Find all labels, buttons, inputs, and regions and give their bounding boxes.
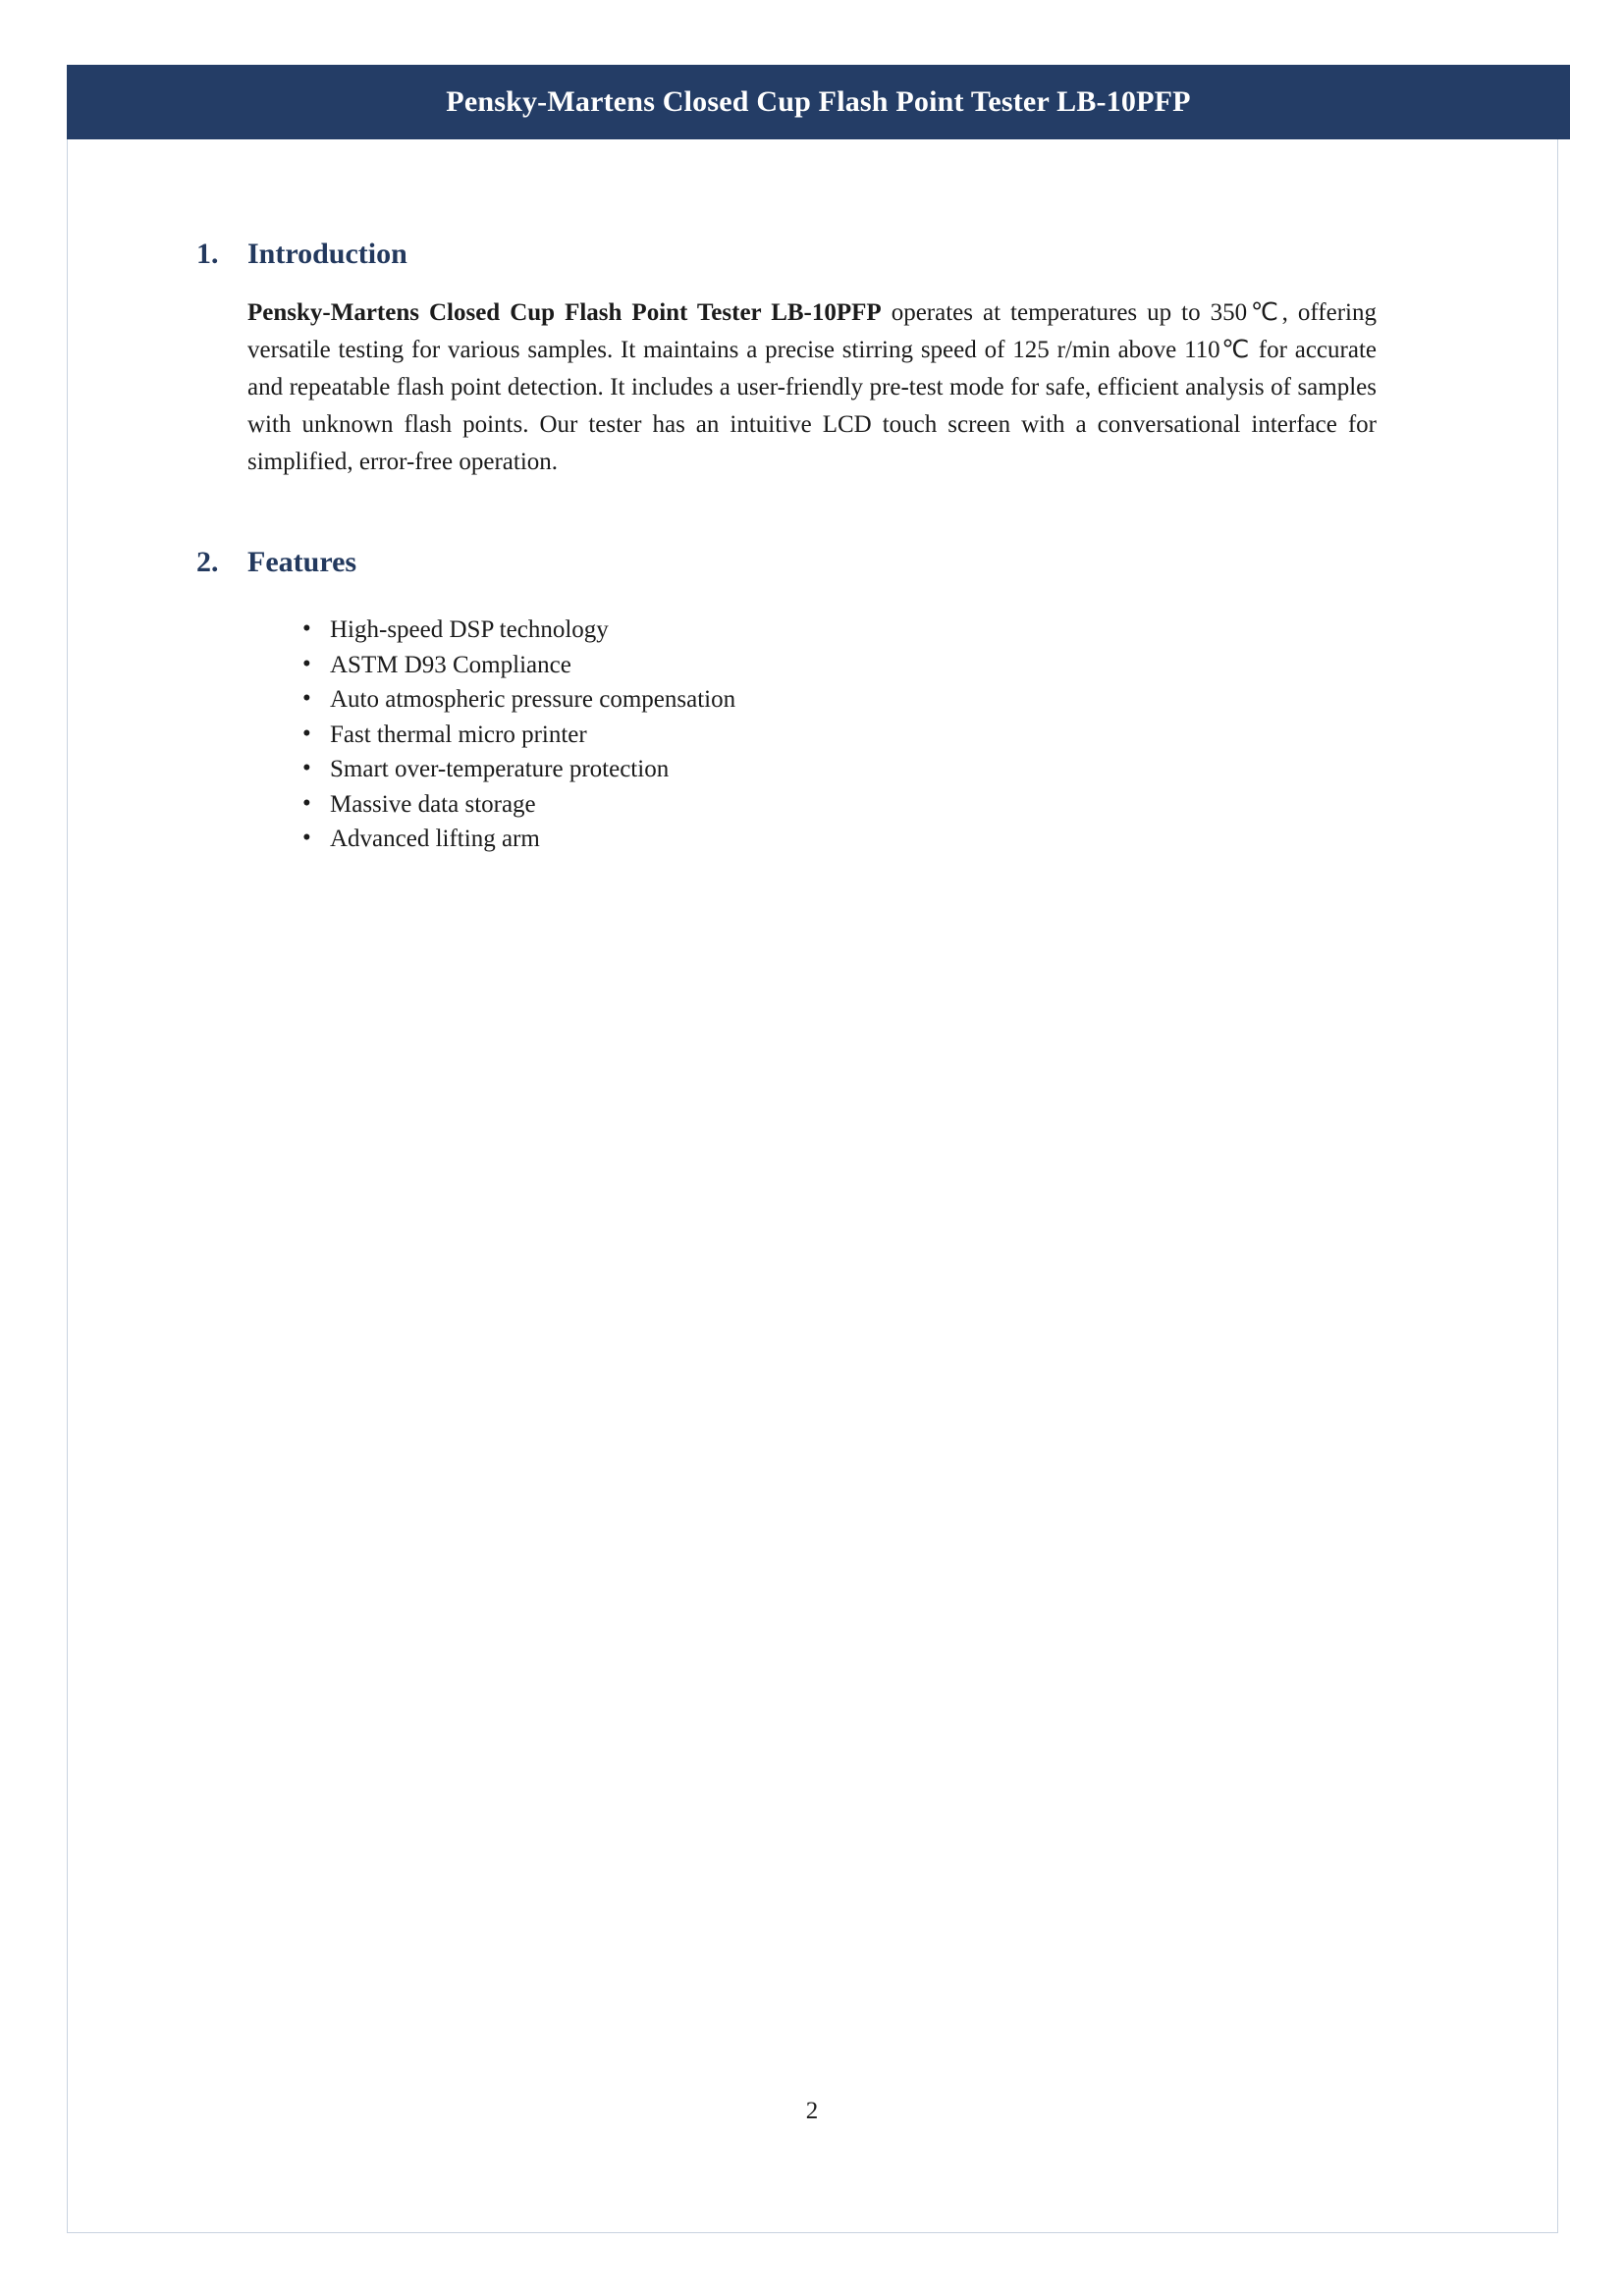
page-number: 2 bbox=[805, 2098, 819, 2124]
list-item bbox=[295, 822, 1624, 857]
feature-label: Advanced lifting arm bbox=[330, 826, 540, 852]
features-list bbox=[0, 613, 1624, 857]
section-features-heading bbox=[0, 546, 1624, 579]
list-item bbox=[295, 648, 1624, 683]
section-introduction-title: Introduction bbox=[247, 238, 407, 270]
introduction-product-name: Pensky-Martens Closed Cup Flash Point Tester LB-10PFP bbox=[247, 299, 882, 326]
page-header-band bbox=[67, 65, 1570, 139]
section-spacer bbox=[0, 481, 1624, 546]
feature-label: Fast thermal micro printer bbox=[330, 721, 587, 748]
introduction-paragraph bbox=[247, 294, 1377, 481]
list-item bbox=[295, 718, 1624, 753]
page-header-title: Pensky-Martens Closed Cup Flash Point Tester LB-10PFP bbox=[446, 85, 1191, 118]
section-introduction bbox=[0, 238, 1624, 481]
list-item bbox=[295, 613, 1624, 648]
page-content bbox=[0, 139, 1624, 857]
list-item bbox=[295, 752, 1624, 787]
feature-label: ASTM D93 Compliance bbox=[330, 651, 571, 678]
section-features-title: Features bbox=[247, 546, 357, 578]
feature-label: Smart over-temperature protection bbox=[330, 756, 670, 782]
section-introduction-number: 1. bbox=[196, 238, 219, 270]
section-introduction-heading bbox=[0, 238, 1624, 271]
feature-label: High-speed DSP technology bbox=[330, 616, 609, 643]
feature-label: Auto atmospheric pressure compensation bbox=[330, 686, 736, 713]
feature-label: Massive data storage bbox=[330, 790, 536, 818]
introduction-paragraph-text: operates at temperatures up to 350℃, offering versatile testing for various samples. It maintains a precise stirring speed of 125 r/min above 110℃ for accurate and repeatable flash point detection. It includes a user-friendly pre-test mode for safe, efficient analysis of samples with unknown flash points. Our tester has an intuitive LCD touch screen with a conversational interface for simplified, error-free operation. bbox=[247, 299, 1378, 475]
top-spacer bbox=[0, 139, 1624, 238]
list-item bbox=[295, 787, 1624, 823]
section-features bbox=[0, 546, 1624, 857]
list-item bbox=[295, 682, 1624, 718]
section-features-number: 2. bbox=[196, 546, 219, 578]
